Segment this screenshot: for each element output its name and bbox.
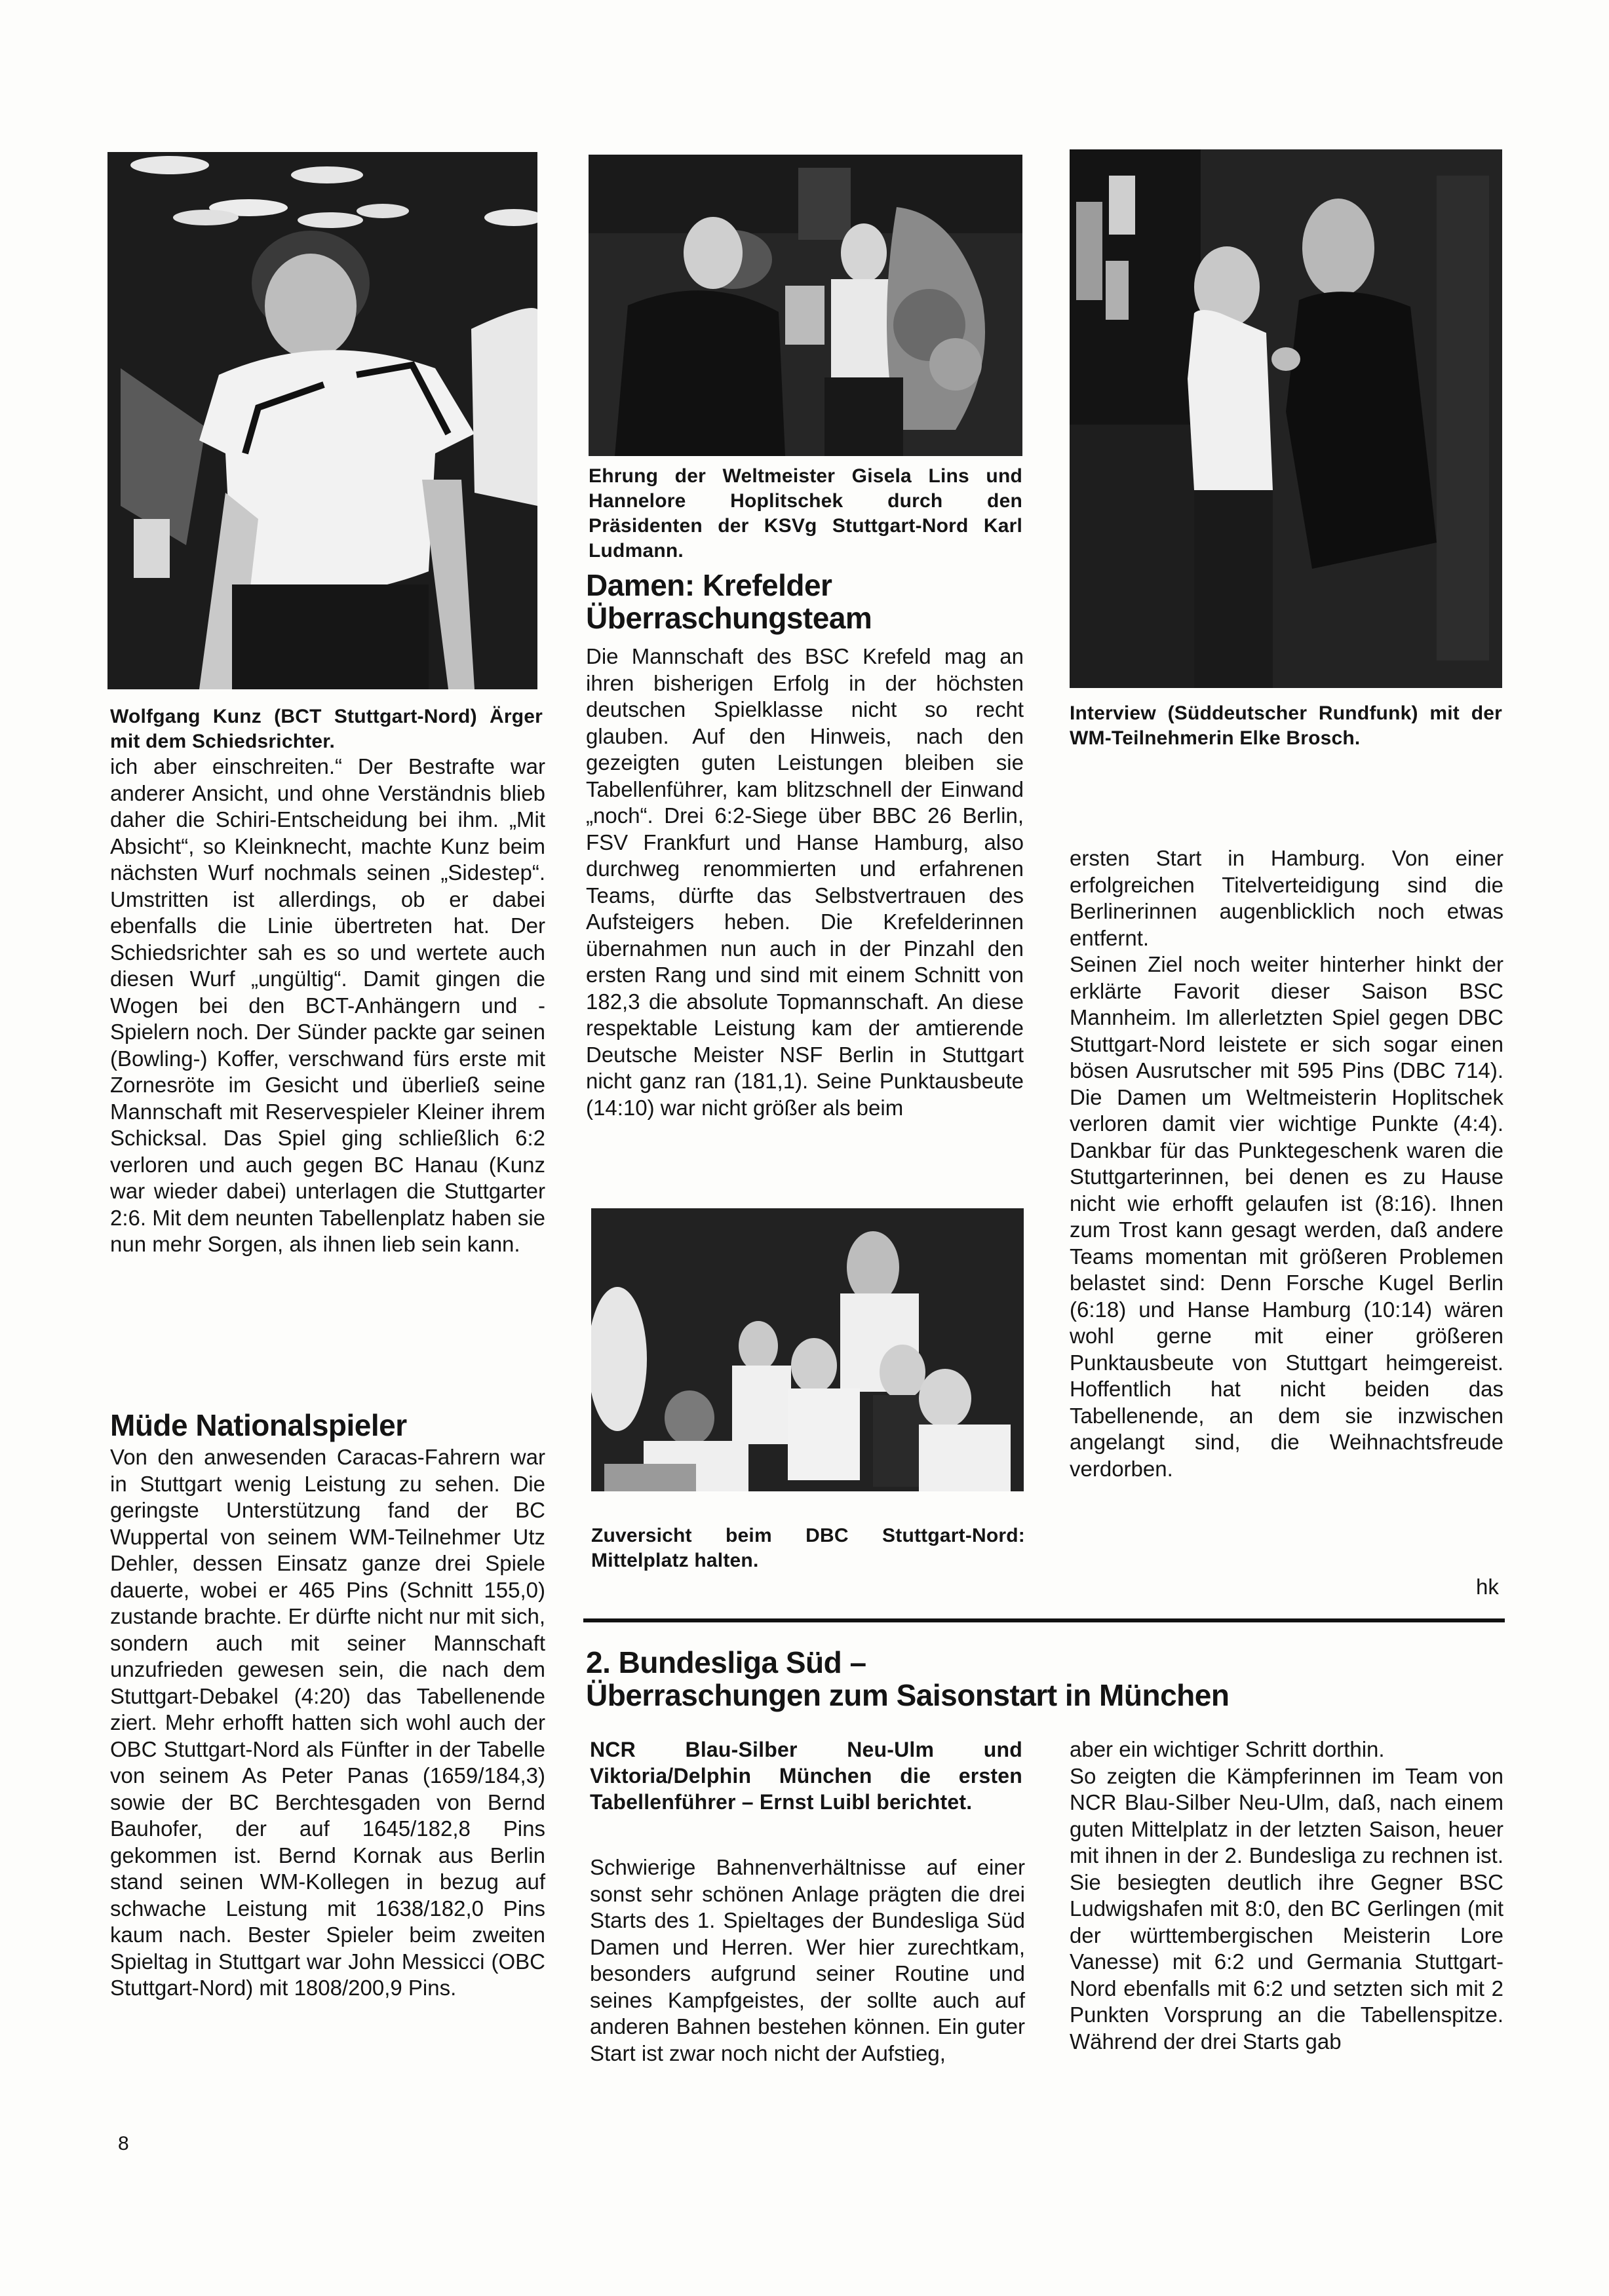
photo-interview bbox=[1070, 149, 1502, 688]
photo-wolfgang-kunz bbox=[107, 152, 537, 689]
photo-kunz-image bbox=[107, 152, 537, 689]
article2-title-line1: 2. Bundesliga Süd – bbox=[586, 1645, 866, 1679]
section-divider bbox=[583, 1618, 1505, 1622]
article2-right-p1: aber ein wichtiger Schritt dorthin. bbox=[1070, 1737, 1385, 1761]
column1-paragraph1 bbox=[110, 754, 545, 1258]
article2-title bbox=[586, 1646, 1503, 1712]
article2-left-text: Schwierige Bahnenverhältnisse auf einer sonst sehr schönen Anlage prägten die drei Starts des 1. Spieltages der Bundesliga Süd Damen und Herren. Wer hier zurechtkam, besonders aufgrund seiner Routine und seines Kampfgeistes, der sollte auch auf anderen Bahnen bestehen können. Ein guter Start ist zwar noch nicht der Aufstieg, bbox=[590, 1855, 1025, 2065]
caption-interview: Interview (Süddeutscher Rundfunk) mit der WM-Teilnehmerin Elke Brosch. bbox=[1070, 702, 1502, 749]
article2-column-left bbox=[590, 1854, 1025, 2067]
photo-team-image bbox=[591, 1208, 1024, 1491]
column3-para1: ersten Start in Hamburg. Von einer erfolgreichen Titelverteidigung sind die Berlinerinnen augenblicklich noch etwas entfernt. bbox=[1070, 846, 1503, 950]
caption-team: Zuversicht beim DBC Stuttgart-Nord: Mittelplatz halten. bbox=[591, 1525, 1025, 1571]
heading-damen-krefelder bbox=[586, 569, 1032, 634]
column1-para1-text: ich aber einschreiten.“ Der Bestrafte war anderer Ansicht, und ohne Verständnis blieb daher die Schiri-Entscheidung bei ihm. „Mit Absicht“, so Kleinknecht, machte Kunz beim nächsten Wurf nochmals seinen „Sidestep“. Umstritten ist allerdings, ob er dabei ebenfalls die Linie übertreten hat. Der Schiedsrichter sah es so und wertete auch diesen Wurf „ungültig“. Damit gingen die Wogen bei den BCT-Anhängern und -Spielern noch. Der Sünder packte gar seinen (Bowling-) Koffer, verschwand fürs erste mit Zornesröte im Gesicht und überließ seine Mannschaft mit Reservespieler Kleiner ihrem Schicksal. Das Spiel ging schließlich 6:2 verloren und auch gegen BC Hanau (Kunz war wieder dabei) unterlagen die Stuttgarter 2:6. Mit dem neunten Tabellenplatz haben sie nun mehr Sorgen, als ihnen lieb sein kann. bbox=[110, 754, 545, 1256]
page-number: 8 bbox=[118, 2133, 129, 2154]
article2-right-p2: So zeigten die Kämpferinnen im Team von NCR Blau-Silber Neu-Ulm, daß, nach einem guten Mittelplatz in der letzten Saison, heuer mit ihnen in der 2. Bundesliga zu rechnen ist. Sie besiegten deutlich ihre Gegner BSC Ludwigshafen mit 8:0, den BC Gerlingen (mit der württembergischen Meisterin Lore Vanesse) mit 6:2 und Germania Stuttgart-Nord ebenfalls mit 6:2 und setzten sich mit 2 Punkten Vorsprung an die Tabellenspitze. Während der drei Starts gab bbox=[1070, 1763, 1503, 2054]
article2-lead: NCR Blau-Silber Neu-Ulm und Viktoria/Delphin München die ersten Tabellenführer – Ernst Luibl berichtet. bbox=[590, 1738, 1022, 1814]
heading-muede-nationalspieler: Müde Nationalspieler bbox=[110, 1408, 407, 1442]
caption-ehrung: Ehrung der Weltmeister Gisela Lins und Hannelore Hoplitschek durch den Präsidenten der KSVg Stuttgart-Nord Karl Ludmann. bbox=[589, 465, 1022, 562]
column3-text bbox=[1070, 845, 1503, 1482]
caption-kunz: Wolfgang Kunz (BCT Stuttgart-Nord) Ärger mit dem Schiedsrichter. bbox=[110, 706, 543, 752]
photo-interview-image bbox=[1070, 149, 1502, 688]
column3-para2: Seinen Ziel noch weiter hinterher hinkt der erklärte Favorit dieser Saison BSC Mannheim. Im allerletzten Spiel gegen DBC Stuttgart-Nord leistete er sich sogar einen bösen Ausrutscher mit 595 Pins (DBC 714). Die Damen um Weltmeisterin Hoplitschek verloren damit vier wichtige Punkte (4:4). Dankbar für das Punktegeschenk waren die Stuttgarterinnen, bei denen es zu Hause nicht wie erhofft gelaufen ist (8:16). Ihnen zum Trost kann gesagt werden, daß andere Teams momentan mit größeren Problemen belastet sind: Denn Forsche Kugel Berlin (6:18) und Hanse Hamburg (10:14) wären wohl gerne mit einer größeren Punktausbeute von Stuttgart heimgereist. Hoffentlich hat nicht beiden das Tabellenende, an dem sie inzwischen angelangt sind, die Weihnachtsfreude verdorben. bbox=[1070, 952, 1503, 1481]
column2-para1-text: Die Mannschaft des BSC Krefeld mag an ihren bisherigen Erfolg in der höchsten deutschen Spielklasse nicht so recht glauben. Auf den Hinweis, nach den gezeigten guten Leistungen bleiben sie Tabellenführer, kam blitzschnell der Einwand „noch“. Drei 6:2-Siege über BBC 26 Berlin, FSV Frankfurt und Hanse Hamburg, also durchweg renommierten und erfahrenen Teams, dürfte das Selbstvertrauen des Aufsteigers heben. Die Krefelderinnen übernahmen nun auch in der Pinzahl den ersten Rang und sind mit einem Schnitt von 182,3 die absolute Topmannschaft. An diese respektable Leistung kam der amtierende Deutsche Meister NSF Berlin in Stuttgart nicht ganz ran (181,1). Seine Punktausbeute (14:10) war nicht größer als beim bbox=[586, 644, 1024, 1120]
photo-ehrung-image bbox=[589, 155, 1022, 456]
article2-column-right bbox=[1070, 1736, 1503, 2055]
author-signature: hk bbox=[1476, 1575, 1499, 1599]
column1-para2-text: Von den anwesenden Caracas-Fahrern war in Stuttgart wenig Leistung zu sehen. Die geringste Unterstützung fand der BC Wuppertal von seinem WM-Teilnehmer Utz Dehler, dessen Einsatz ganze drei Spiele dauerte, wobei er 465 Pins (Schnitt 155,0) zustande brachte. Er dürfte nicht nur mit sich, sondern auch mit seiner Mannschaft unzufrieden gewesen sein, die nach dem Stuttgart-Debakel (4:20) das Tabellenende ziert. Mehr erhofft hatten sich wohl auch der OBC Stuttgart-Nord als Fünfter in der Tabelle von seinem As Peter Panas (1659/184,3) sowie der BC Berchtesgaden von Bernd Bauhofer, der auf 1645/182,8 Pins gekommen ist. Bernd Kornak aus Berlin stand seinen WM-Kollegen in bezug auf schwache Leistung mit 1638/182,0 Pins kaum nach. Bester Spieler beim zweiten Spieltag in Stuttgart war John Messicci (OBC Stuttgart-Nord) mit 1808/200,9 Pins. bbox=[110, 1445, 545, 2000]
photo-team bbox=[591, 1208, 1024, 1491]
photo-ehrung bbox=[589, 155, 1022, 456]
article2-title-line2: Überraschungen zum Saisonstart in München bbox=[586, 1678, 1230, 1712]
column1-paragraph2 bbox=[110, 1444, 545, 2002]
heading-line2: Überraschungsteam bbox=[586, 601, 872, 635]
column2-paragraph1 bbox=[586, 643, 1024, 1121]
heading-line1: Damen: Krefelder bbox=[586, 568, 832, 602]
